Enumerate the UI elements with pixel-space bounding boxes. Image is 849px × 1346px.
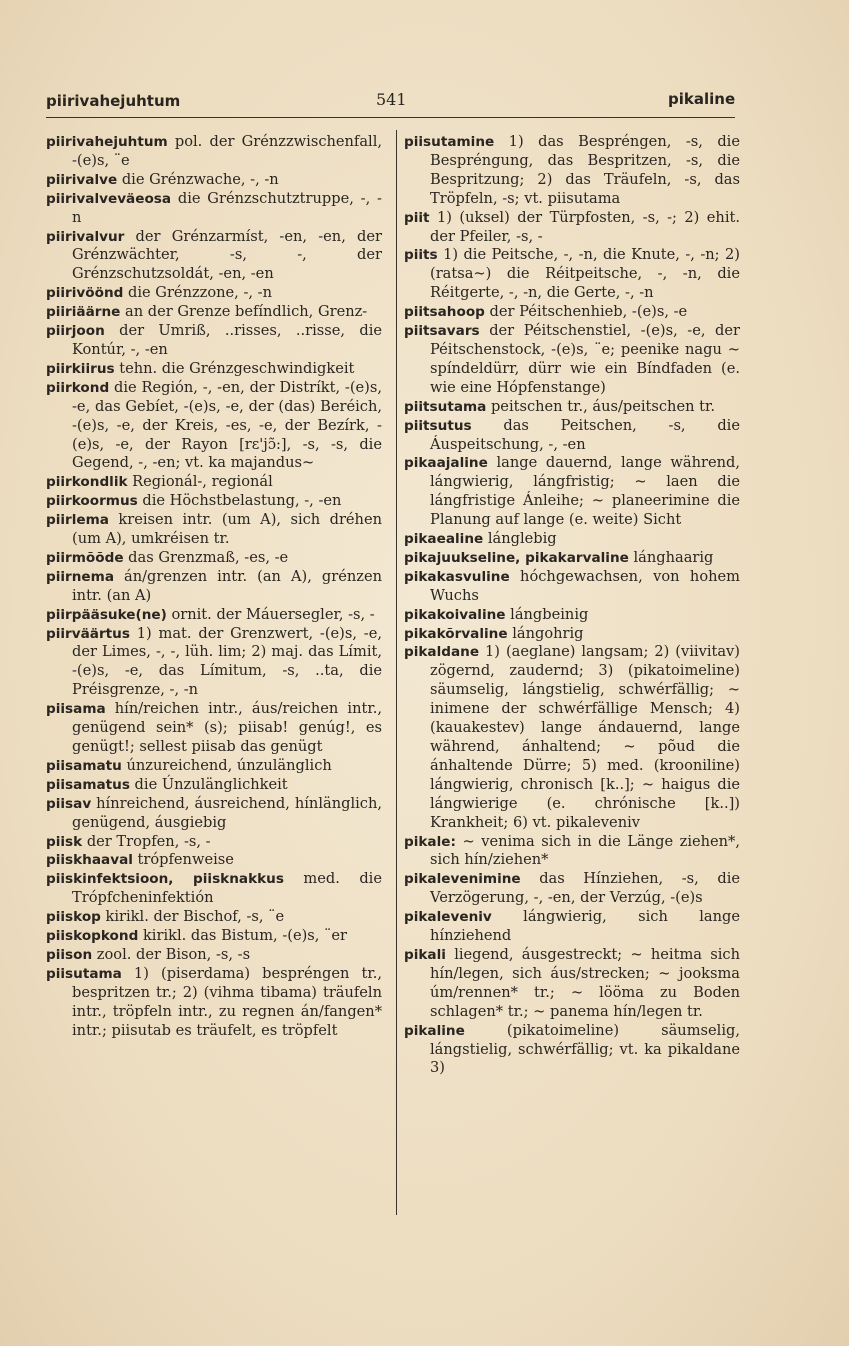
dictionary-entry bbox=[404, 625, 740, 644]
entry-definition: ~ venima sich in die Länge ziehen*, sich hín/ziehen* bbox=[430, 832, 740, 869]
dictionary-entry bbox=[404, 870, 740, 908]
entry-definition: án/grenzen intr. (an A), grénzen intr. (an A) bbox=[72, 567, 382, 604]
dictionary-entry bbox=[404, 606, 740, 625]
entry-definition: med. die Trópfcheninfektión bbox=[72, 870, 382, 907]
entry-definition: die Grénzwache, -, -n bbox=[117, 170, 279, 188]
entry-definition: liegend, áusgestreckt; ~ heitma sich hín/legen, sich áus/strecken; ~ jooksma úm/rennen* tr.; ~ lööma zu Boden schlagen* tr.; ~ panema hín/legen tr. bbox=[430, 945, 740, 1020]
dictionary-entry bbox=[46, 228, 382, 285]
dictionary-entry bbox=[46, 171, 382, 190]
dictionary-entry bbox=[404, 209, 740, 247]
entry-definition: hín/reichen intr., áus/reichen intr., genügend sein* (s); piisab! genúg!, es genügt!; sellest piisab das genügt bbox=[72, 700, 382, 755]
entry-headword: piisamatu bbox=[46, 757, 122, 774]
entry-definition: das Peitschen, -s, die Áuspeitschung, -, -en bbox=[430, 416, 740, 453]
dictionary-entry bbox=[404, 454, 740, 530]
dictionary-entry bbox=[46, 549, 382, 568]
dictionary-entry bbox=[404, 549, 740, 568]
dictionary-entry bbox=[404, 322, 740, 398]
entry-definition: 1) (aeglane) langsam; 2) (viivitav) zögernd, zaudernd; 3) (pikatoimeline) säumselig, lángstielig, schwérfällig; ~ inimene der schwérfällige Mensch; 4) (kauakestev) lange ándauernd, lange während, ánhaltend; ~ põud die ánhaltende Dürre; 5) med. (krooniline) lángwierig, chronisch [k..]; ~ haigus die lángwierige (e. chrónische [k..]) Krankheit; 6) vt. pikaleveniv bbox=[430, 643, 740, 831]
dictionary-entry bbox=[404, 133, 740, 209]
dictionary-entry bbox=[46, 946, 382, 965]
dictionary-entry bbox=[46, 322, 382, 360]
dictionary-entry bbox=[404, 568, 740, 606]
entry-definition: pol. der Grénzzwischenfall, -(e)s, ¨e bbox=[72, 133, 382, 169]
entry-definition: die Únzulänglichkeit bbox=[129, 775, 288, 793]
entry-headword: piirnema bbox=[46, 568, 114, 585]
dictionary-entry bbox=[46, 908, 382, 927]
entry-headword: piirivalve bbox=[46, 171, 118, 188]
dictionary-entry bbox=[46, 927, 382, 946]
entry-definition: trópfenweise bbox=[132, 851, 234, 869]
column-divider bbox=[396, 130, 397, 1215]
entry-definition: das Hínziehen, -s, die Verzögerung, -, -en, der Verzúg, -(e)s bbox=[430, 870, 740, 907]
dictionary-entry bbox=[404, 1022, 740, 1079]
entry-definition: der Grénzarmíst, -en, -en, der Grénzwächter, -s, -, der Grénzschutzsoldát, -en, -en bbox=[72, 227, 382, 283]
entry-headword: piirivalveväeosa bbox=[46, 190, 172, 207]
entry-headword: piiriäärne bbox=[46, 304, 121, 321]
entry-headword: piisutamine bbox=[404, 134, 495, 150]
entry-definition: der Umriß, ..risses, ..risse, die Kontúr, -, -en bbox=[72, 322, 382, 358]
dictionary-entry bbox=[46, 757, 382, 776]
dictionary-entry bbox=[46, 473, 382, 492]
dictionary-entry bbox=[404, 946, 740, 1022]
entry-headword: pikaealine bbox=[404, 531, 484, 548]
entry-headword: piirivöönd bbox=[46, 285, 124, 302]
entry-headword: piitsavars bbox=[404, 323, 480, 340]
entry-headword: piitsutama bbox=[404, 398, 487, 415]
entry-headword: piiskop bbox=[46, 909, 101, 926]
entry-definition: lángbeinig bbox=[505, 605, 589, 623]
entry-headword: piirivalvur bbox=[46, 228, 125, 245]
entry-headword: piiskopkond bbox=[46, 928, 139, 945]
dictionary-entry bbox=[46, 625, 382, 701]
right-column bbox=[404, 133, 740, 1078]
entry-headword: piirväärtus bbox=[46, 625, 130, 642]
entry-definition: an der Grenze befíndlich, Grenz- bbox=[120, 303, 368, 321]
entry-definition: der Péitschenhieb, -(e)s, -e bbox=[484, 303, 688, 321]
left-guideword: piirivahejuhtum bbox=[46, 92, 181, 110]
entry-definition: tehn. die Grénzgeschwindigkeit bbox=[114, 359, 355, 377]
entry-headword: piirmõõde bbox=[46, 549, 124, 566]
dictionary-entry bbox=[404, 833, 740, 871]
entry-headword: pikakasvuline bbox=[404, 568, 510, 585]
entry-headword: piirpääsuke(ne) bbox=[46, 606, 167, 623]
entry-definition: lángohrig bbox=[507, 624, 584, 642]
dictionary-entry bbox=[46, 284, 382, 303]
entry-headword: piit bbox=[404, 209, 430, 226]
dictionary-entry bbox=[404, 530, 740, 549]
entry-definition: ornit. der Máuersegler, -s, - bbox=[166, 605, 375, 623]
entry-headword: pikaldane bbox=[404, 644, 480, 661]
entry-headword: pikaajaline bbox=[404, 455, 488, 472]
entry-definition: der Tropfen, -s, - bbox=[82, 832, 211, 850]
entry-headword: piisk bbox=[46, 833, 83, 850]
dictionary-entry bbox=[46, 606, 382, 625]
entry-definition: zool. der Bison, -s, -s bbox=[92, 945, 251, 963]
dictionary-entry bbox=[46, 965, 382, 1041]
entry-definition: peitschen tr., áus/peitschen tr. bbox=[486, 397, 715, 415]
entry-headword: pikakoivaline bbox=[404, 606, 506, 623]
entry-headword: piisav bbox=[46, 795, 92, 812]
entry-definition: Regionál-, regionál bbox=[127, 473, 273, 491]
entry-headword: pikalevenimine bbox=[404, 871, 521, 888]
dictionary-entry bbox=[46, 492, 382, 511]
entry-headword: piisamatus bbox=[46, 776, 130, 793]
dictionary-entry bbox=[404, 643, 740, 832]
entry-headword: pikali bbox=[404, 946, 446, 963]
page-number: 541 bbox=[376, 90, 407, 109]
dictionary-entry bbox=[46, 303, 382, 322]
entry-headword: piitsutus bbox=[404, 417, 472, 434]
entry-headword: pikale: bbox=[404, 833, 456, 850]
entry-definition: 1) das Bespréngen, -s, die Bespréngung, das Bespritzen, -s, die Bespritzung; 2) das Träufeln, -s, das Tröpfeln, -s; vt. piisutama bbox=[430, 133, 740, 207]
entry-headword: piirkoormus bbox=[46, 493, 138, 510]
dictionary-entry bbox=[46, 795, 382, 833]
dictionary-entry bbox=[404, 246, 740, 303]
entry-headword: piison bbox=[46, 946, 93, 963]
dictionary-entry bbox=[46, 568, 382, 606]
dictionary-entry bbox=[46, 776, 382, 795]
entry-definition: 1) die Peitsche, -, -n, die Knute, -, -n; 2) (ratsa~) die Réitpeitsche, -, -n, die Réitgerte, -, -n, die Gerte, -, -n bbox=[430, 246, 740, 302]
entry-definition: hínreichend, áusreichend, hínlänglich, genügend, áusgiebig bbox=[72, 794, 382, 831]
dictionary-entry bbox=[46, 700, 382, 757]
entry-headword: piits bbox=[404, 247, 438, 264]
dictionary-entry bbox=[46, 379, 382, 474]
entry-headword: piirkiirus bbox=[46, 360, 115, 377]
entry-definition: die Grénzzone, -, -n bbox=[123, 284, 272, 302]
entry-headword: piiskinfektsioon, piisknakkus bbox=[46, 871, 284, 888]
entry-definition: lánghaarig bbox=[628, 548, 714, 566]
entry-definition: die Höchstbelastung, -, -en bbox=[137, 492, 342, 510]
dictionary-entry bbox=[404, 398, 740, 417]
entry-definition: das Grenzmaß, -es, -e bbox=[123, 548, 289, 566]
entry-definition: 1) (uksel) der Türpfosten, -s, -; 2) ehit. der Pfeiler, -s, - bbox=[429, 208, 740, 245]
entry-headword: piisutama bbox=[46, 965, 122, 982]
entry-headword: piisama bbox=[46, 701, 106, 718]
entry-definition: lange dauernd, lange während, lángwierig, lángfristig; ~ laen die lángfristige Ánleihe; ~ planeerimine die Planung auf lange (e. weite) Sicht bbox=[430, 454, 740, 529]
dictionary-entry bbox=[404, 908, 740, 946]
entry-definition: hóchgewachsen, von hohem Wuchs bbox=[430, 567, 740, 604]
dictionary-entry bbox=[46, 360, 382, 379]
left-column bbox=[46, 133, 382, 1041]
entry-definition: 1) mat. der Grenzwert, -(e)s, -e, der Limes, -, -, lüh. lim; 2) maj. das Límit, -(e)s, -e, das Límitum, -s, ..ta, die Préisgrenze, -, -n bbox=[72, 624, 382, 699]
entry-definition: kreisen intr. (um A), sich dréhen (um A), umkréisen tr. bbox=[72, 511, 382, 548]
entry-definition: lánglebig bbox=[483, 530, 557, 548]
dictionary-entry bbox=[46, 833, 382, 852]
entry-headword: piitsahoop bbox=[404, 304, 485, 321]
entry-headword: piirkond bbox=[46, 379, 110, 396]
entry-definition: kirikl. der Bischof, -s, ¨e bbox=[100, 908, 285, 926]
entry-headword: piiskhaaval bbox=[46, 852, 133, 869]
dictionary-entry bbox=[404, 417, 740, 455]
entry-definition: 1) (piserdama) bespréngen tr., bespritzen tr.; 2) (vihma tibama) träufeln intr., tröpfeln intr., zu regnen án/fangen* intr.; piisutab es träufelt, es tröpfelt bbox=[72, 964, 382, 1039]
entry-definition: der Péitschenstiel, -(e)s, -e, der Péitschenstock, -(e)s, ¨e; peenike nagu ~ spíndeldürr, dürr wie ein Bíndfaden (e. wie eine Hópfenstange) bbox=[430, 322, 740, 396]
dictionary-entry bbox=[46, 851, 382, 870]
right-guideword: pikaline bbox=[668, 90, 736, 108]
entry-headword: piirkondlik bbox=[46, 474, 128, 491]
entry-definition: lángwierig, sich lange hínziehend bbox=[430, 908, 740, 945]
entry-headword: pikaline bbox=[404, 1022, 465, 1039]
entry-headword: piirjoon bbox=[46, 323, 105, 340]
entry-definition: kirikl. das Bistum, -(e)s, ¨er bbox=[138, 927, 347, 945]
entry-definition: (pikatoimeline) säumselig, lángstielig, schwérfällig; vt. ka pikaldane 3) bbox=[430, 1021, 740, 1077]
entry-definition: únzureichend, únzulänglich bbox=[121, 756, 332, 774]
entry-definition: die Región, -, -en, der Distríkt, -(e)s, -e, das Gebíet, -(e)s, -e, der (das) Beréich, -(e)s, -e, der Kreis, -es, -e, der Bezírk, -(e)s, -e, der Rayon [rɛ'jɔ̃:], -s, -s, die Gegend, -, -en; vt. ka majandus~ bbox=[72, 378, 382, 472]
entry-headword: pikajuukseline, pikakarvaline bbox=[404, 549, 629, 566]
entry-headword: pikakõrvaline bbox=[404, 625, 508, 642]
header-rule bbox=[46, 117, 735, 118]
dictionary-entry bbox=[46, 870, 382, 908]
dictionary-entry bbox=[46, 511, 382, 549]
entry-definition: die Grénzschutztruppe, -, -n bbox=[72, 189, 382, 226]
entry-headword: pikaleveniv bbox=[404, 909, 492, 926]
dictionary-entry bbox=[46, 190, 382, 228]
entry-headword: piirlema bbox=[46, 512, 109, 529]
dictionary-entry bbox=[46, 133, 382, 171]
entry-headword: piirivahejuhtum bbox=[46, 134, 168, 150]
dictionary-entry bbox=[404, 303, 740, 322]
